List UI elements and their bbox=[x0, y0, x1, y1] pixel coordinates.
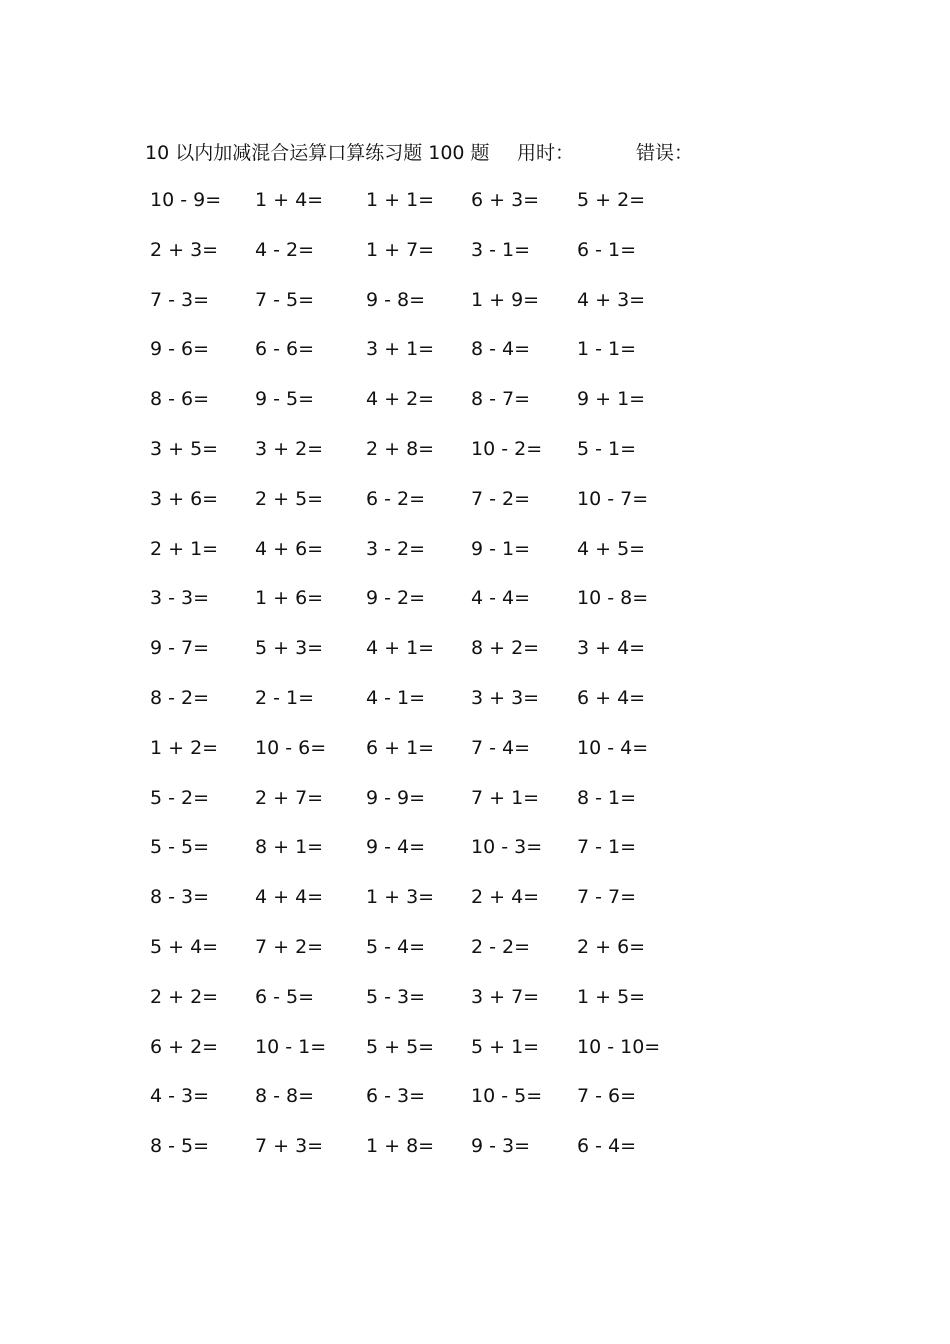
arithmetic-problem: 6 - 6= bbox=[255, 338, 315, 361]
problem-row bbox=[0, 983, 950, 1013]
arithmetic-problem: 10 - 3= bbox=[471, 836, 543, 859]
arithmetic-problem: 3 + 6= bbox=[150, 487, 219, 510]
problem-row bbox=[0, 435, 950, 465]
arithmetic-problem: 8 - 7= bbox=[471, 388, 531, 411]
problem-row bbox=[0, 883, 950, 913]
arithmetic-problem: 1 + 6= bbox=[255, 587, 324, 610]
problem-row bbox=[0, 485, 950, 515]
problem-row bbox=[0, 335, 950, 365]
arithmetic-problem: 4 + 3= bbox=[577, 288, 646, 311]
arithmetic-problem: 3 + 1= bbox=[366, 338, 435, 361]
arithmetic-problem: 1 + 9= bbox=[471, 288, 540, 311]
arithmetic-problem: 6 + 3= bbox=[471, 189, 540, 211]
problem-row bbox=[0, 584, 950, 614]
arithmetic-problem: 4 + 1= bbox=[366, 637, 435, 660]
arithmetic-problem: 9 - 2= bbox=[366, 587, 426, 610]
arithmetic-problem: 8 - 2= bbox=[150, 687, 210, 709]
problem-row bbox=[0, 385, 950, 415]
problem-row bbox=[0, 634, 950, 664]
arithmetic-problem: 6 + 4= bbox=[577, 687, 646, 709]
arithmetic-problem: 6 - 3= bbox=[366, 1085, 426, 1108]
arithmetic-problem: 3 - 1= bbox=[471, 238, 531, 261]
arithmetic-problem: 10 - 9= bbox=[150, 189, 222, 211]
arithmetic-problem: 10 - 10= bbox=[577, 1035, 661, 1058]
arithmetic-problem: 8 - 1= bbox=[577, 786, 637, 809]
arithmetic-problem: 5 + 1= bbox=[471, 1035, 540, 1058]
arithmetic-problem: 9 - 3= bbox=[471, 1135, 531, 1158]
arithmetic-problem: 3 + 2= bbox=[255, 438, 324, 460]
arithmetic-problem: 7 - 2= bbox=[471, 487, 531, 510]
problem-row bbox=[0, 286, 950, 316]
arithmetic-problem: 5 + 3= bbox=[255, 637, 324, 660]
arithmetic-problem: 4 - 4= bbox=[471, 587, 531, 610]
arithmetic-problem: 5 - 5= bbox=[150, 836, 210, 859]
problem-row bbox=[0, 684, 950, 714]
arithmetic-problem: 3 - 2= bbox=[366, 537, 426, 560]
arithmetic-problem: 9 - 7= bbox=[150, 637, 210, 660]
arithmetic-problem: 9 - 4= bbox=[366, 836, 426, 859]
arithmetic-problem: 7 + 1= bbox=[471, 786, 540, 809]
arithmetic-problem: 7 + 3= bbox=[255, 1135, 324, 1158]
problem-row bbox=[0, 1082, 950, 1112]
arithmetic-problem: 1 + 3= bbox=[366, 886, 435, 909]
arithmetic-problem: 6 + 1= bbox=[366, 736, 435, 759]
arithmetic-problem: 10 - 5= bbox=[471, 1085, 543, 1108]
arithmetic-problem: 6 + 2= bbox=[150, 1035, 219, 1058]
arithmetic-problem: 5 - 3= bbox=[366, 985, 426, 1008]
arithmetic-problem: 8 + 1= bbox=[255, 836, 324, 859]
arithmetic-problem: 4 - 1= bbox=[366, 687, 426, 709]
problem-row bbox=[0, 1132, 950, 1162]
problem-row bbox=[0, 1033, 950, 1063]
arithmetic-problem: 6 - 5= bbox=[255, 985, 315, 1008]
arithmetic-problem: 2 + 1= bbox=[150, 537, 219, 560]
arithmetic-problem: 4 + 5= bbox=[577, 537, 646, 560]
arithmetic-problem: 1 + 2= bbox=[150, 736, 219, 759]
arithmetic-problem: 8 + 2= bbox=[471, 637, 540, 660]
arithmetic-problem: 9 - 8= bbox=[366, 288, 426, 311]
arithmetic-problem: 1 + 8= bbox=[366, 1135, 435, 1158]
arithmetic-problem: 3 - 3= bbox=[150, 587, 210, 610]
problem-row bbox=[0, 833, 950, 863]
arithmetic-problem: 6 - 1= bbox=[577, 238, 637, 261]
arithmetic-problem: 5 + 4= bbox=[150, 936, 219, 958]
arithmetic-problem: 7 - 1= bbox=[577, 836, 637, 859]
problem-row bbox=[0, 933, 950, 963]
arithmetic-problem: 7 + 2= bbox=[255, 936, 324, 958]
arithmetic-problem: 5 - 1= bbox=[577, 438, 637, 460]
arithmetic-problem: 4 + 2= bbox=[366, 388, 435, 411]
arithmetic-problem: 7 - 7= bbox=[577, 886, 637, 909]
arithmetic-problem: 1 + 7= bbox=[366, 238, 435, 261]
arithmetic-problem: 2 + 5= bbox=[255, 487, 324, 510]
arithmetic-problem: 10 - 4= bbox=[577, 736, 649, 759]
problem-row bbox=[0, 535, 950, 565]
arithmetic-problem: 9 - 5= bbox=[255, 388, 315, 411]
problem-row bbox=[0, 734, 950, 764]
arithmetic-problem: 8 - 4= bbox=[471, 338, 531, 361]
arithmetic-problem: 1 - 1= bbox=[577, 338, 637, 361]
arithmetic-problem: 1 + 1= bbox=[366, 189, 435, 211]
worksheet-title: 10 以内加减混合运算口算练习题 100 题 bbox=[145, 142, 490, 164]
arithmetic-problem: 4 - 2= bbox=[255, 238, 315, 261]
arithmetic-problem: 3 + 5= bbox=[150, 438, 219, 460]
problem-row bbox=[0, 784, 950, 814]
arithmetic-problem: 7 - 3= bbox=[150, 288, 210, 311]
arithmetic-problem: 2 - 1= bbox=[255, 687, 315, 709]
arithmetic-problem: 6 - 2= bbox=[366, 487, 426, 510]
arithmetic-problem: 2 + 6= bbox=[577, 936, 646, 958]
arithmetic-problem: 3 + 3= bbox=[471, 687, 540, 709]
arithmetic-problem: 2 + 2= bbox=[150, 985, 219, 1008]
arithmetic-problem: 10 - 7= bbox=[577, 487, 649, 510]
arithmetic-problem: 7 - 5= bbox=[255, 288, 315, 311]
arithmetic-problem: 5 + 2= bbox=[577, 189, 646, 211]
arithmetic-problem: 10 - 8= bbox=[577, 587, 649, 610]
arithmetic-problem: 8 - 6= bbox=[150, 388, 210, 411]
arithmetic-problem: 8 - 5= bbox=[150, 1135, 210, 1158]
arithmetic-problem: 4 + 6= bbox=[255, 537, 324, 560]
arithmetic-problem: 10 - 1= bbox=[255, 1035, 327, 1058]
arithmetic-problem: 9 + 1= bbox=[577, 388, 646, 411]
errors-label: 错误： bbox=[636, 142, 694, 164]
arithmetic-problem: 1 + 4= bbox=[255, 189, 324, 211]
arithmetic-problem: 3 + 4= bbox=[577, 637, 646, 660]
arithmetic-problem: 2 + 3= bbox=[150, 238, 219, 261]
arithmetic-problem: 9 - 6= bbox=[150, 338, 210, 361]
arithmetic-problem: 1 + 5= bbox=[577, 985, 646, 1008]
arithmetic-problem: 10 - 6= bbox=[255, 736, 327, 759]
arithmetic-problem: 9 - 1= bbox=[471, 537, 531, 560]
problem-row bbox=[0, 236, 950, 266]
arithmetic-problem: 8 - 8= bbox=[255, 1085, 315, 1108]
arithmetic-problem: 2 + 8= bbox=[366, 438, 435, 460]
arithmetic-problem: 3 + 7= bbox=[471, 985, 540, 1008]
arithmetic-problem: 8 - 3= bbox=[150, 886, 210, 909]
arithmetic-problem: 4 + 4= bbox=[255, 886, 324, 909]
arithmetic-problem: 2 + 7= bbox=[255, 786, 324, 809]
arithmetic-problem: 7 - 4= bbox=[471, 736, 531, 759]
arithmetic-problem: 7 - 6= bbox=[577, 1085, 637, 1108]
arithmetic-problem: 10 - 2= bbox=[471, 438, 543, 460]
arithmetic-problem: 2 - 2= bbox=[471, 936, 531, 958]
arithmetic-problem: 4 - 3= bbox=[150, 1085, 210, 1108]
time-used-label: 用时： bbox=[517, 142, 575, 164]
arithmetic-problem: 5 + 5= bbox=[366, 1035, 435, 1058]
arithmetic-problem: 5 - 4= bbox=[366, 936, 426, 958]
arithmetic-problem: 6 - 4= bbox=[577, 1135, 637, 1158]
arithmetic-problem: 2 + 4= bbox=[471, 886, 540, 909]
problem-row bbox=[0, 186, 950, 216]
arithmetic-problem: 9 - 9= bbox=[366, 786, 426, 809]
arithmetic-problem: 5 - 2= bbox=[150, 786, 210, 809]
